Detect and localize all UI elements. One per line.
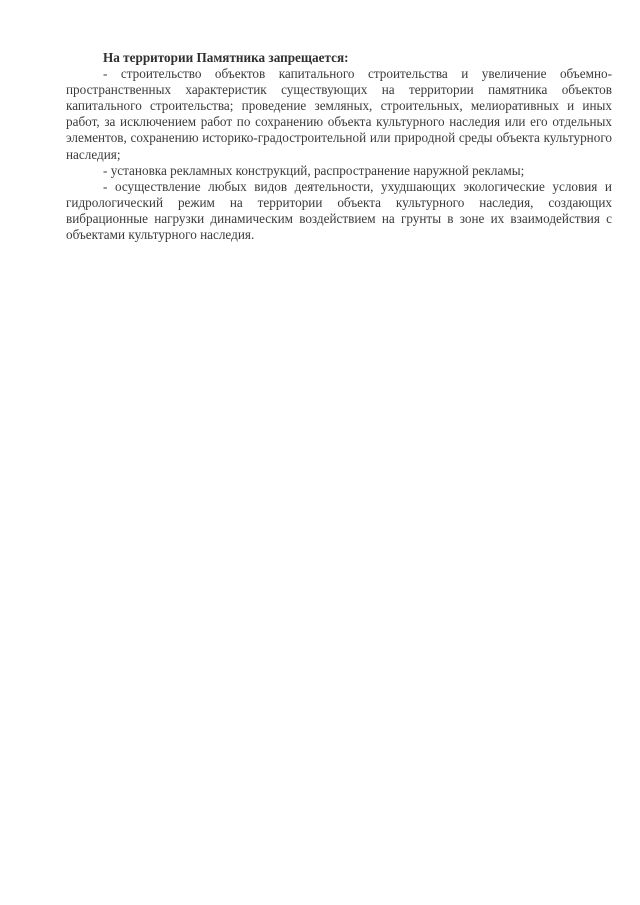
restriction-item-construction: - строительство объектов капитального строительства и увеличение объемно-пространственных характеристик существующих на территории памятника объектов капитального строительства; проведение земляных, строительных, мелиоративных и иных работ, за исключением работ по сохранению объекта культурного наследия или его отдельных элементов, сохранению историко-градостроительной или природной среды объекта культурного наследия; [66,66,612,162]
section-heading: На территории Памятника запрещается: [103,50,349,65]
restriction-item-advertising: - установка рекламных конструкций, распространение наружной рекламы; [103,162,525,178]
restriction-item-activities: - осуществление любых видов деятельности, ухудшающих экологические условия и гидрологический режим на территории объекта культурного наследия, создающих вибрационные нагрузки динамическим воздействием на грунты в зоне их взаимодействия с объектами культурного наследия. [66,178,612,243]
document-body [66,50,612,243]
